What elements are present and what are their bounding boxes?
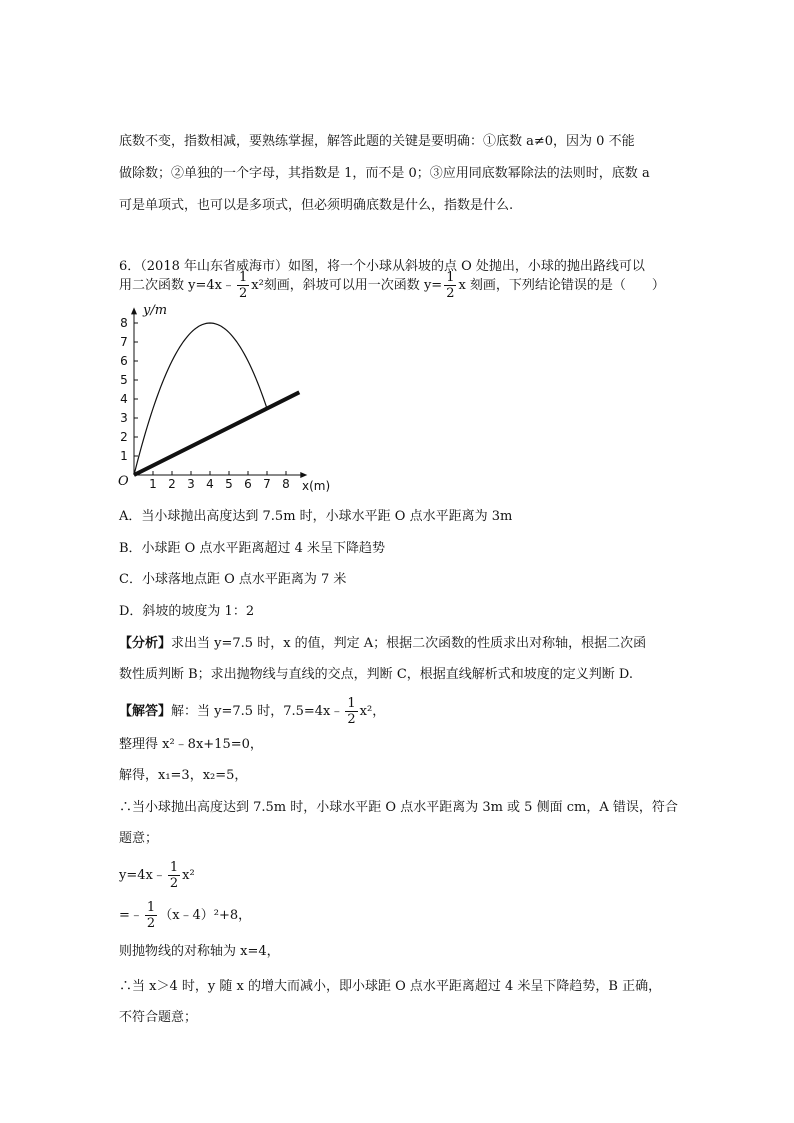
solution-line-1 [119,696,385,727]
ticks [120,316,290,491]
x-axis-label: x(m) [302,479,331,493]
y-tick-label: 1 [120,449,128,463]
solution-line-2: 整理得 x²﹣8x+15=0， [119,737,263,752]
origin-label: O [118,474,129,489]
x-tick-label: 1 [149,477,157,491]
solution-text-7a: =﹣ [119,908,143,923]
question-text-c: x 刻画，下列结论错误的是（ ） [458,278,665,293]
fraction [168,860,180,891]
solution-tag: 【解答】 [119,704,172,719]
question-text-a: 用二次函数 y=4x﹣ [119,278,235,293]
fraction [145,900,157,931]
x-tick-label: 7 [263,477,271,491]
fraction-numerator: 1 [238,270,248,285]
solution-line-4: ∴当小球抛出高度达到 7.5m 时，小球水平距 O 点水平距离为 3m 或 5 侧面 cm，A 错误，符合 [119,800,678,815]
fraction-numerator: 1 [146,900,156,915]
y-axis-label: y/m [143,303,168,318]
projectile-graph [112,300,332,500]
analysis-text-1: 求出当 y=7.5 时，x 的值，判定 A；根据二次函数的性质求出对称轴，根据二次函 [171,636,647,651]
prev-line-2: 做除数；②单独的一个字母，其指数是 1，而不是 0；③应用同底数幂除法的法则时，底数 a [119,166,650,181]
fraction-denominator: 2 [347,712,356,727]
fraction-denominator: 2 [238,286,248,301]
question-line-2 [119,270,665,301]
y-tick-label: 5 [120,373,128,387]
solution-line-8: 则抛物线的对称轴为 x=4， [119,944,280,959]
fraction-numerator: 1 [446,270,455,285]
solution-text-1a: 解：当 y=7.5 时，7.5=4x﹣ [171,704,344,719]
prev-line-3: 可是单项式，也可以是多项式，但必须明确底数是什么，指数是什么. [119,198,514,213]
solution-line-3: 解得，x₁=3，x₂=5， [119,768,248,783]
y-tick-label: 8 [120,316,128,330]
analysis-line-1 [119,635,646,653]
y-tick-label: 2 [120,430,128,444]
fraction-denominator: 2 [146,916,156,931]
option-c[interactable]: C．小球落地点距 O 点水平距离为 7 米 [119,572,347,587]
parabola-curve [134,323,267,475]
option-d[interactable]: D．斜坡的坡度为 1：2 [119,604,255,619]
fraction-numerator: 1 [169,860,179,875]
y-tick-label: 3 [120,411,128,425]
y-tick-label: 6 [120,354,128,368]
fraction-denominator: 2 [446,286,455,301]
y-axis-arrow [131,307,137,314]
fraction-numerator: 1 [347,696,356,711]
solution-text-1b: x²， [359,704,386,719]
solution-text-7b: （x﹣4）²+8， [159,908,252,923]
solution-line-7 [119,900,251,931]
fraction [237,270,249,301]
solution-text-6a: y=4x﹣ [119,868,166,883]
y-tick-label: 7 [120,335,128,349]
analysis-line-2: 数性质判断 B；求出抛物线与直线的交点，判断 C，根据直线解析式和坡度的定义判断 D. [119,667,633,682]
curves [134,323,299,475]
solution-line-6 [119,860,195,891]
x-tick-label: 8 [282,477,290,491]
question-text-b: x²刻画，斜坡可以用一次函数 y= [251,278,443,293]
x-tick-label: 6 [244,477,252,491]
question-line-1: 6．（2018 年山东省威海市）如图，将一个小球从斜坡的点 O 处抛出，小球的抛出路线可以 [119,259,645,274]
solution-line-10: 不符合题意； [119,1010,198,1025]
x-axis-arrow [300,472,307,478]
slope-line [134,392,299,475]
prev-line-1: 底数不变，指数相减，要熟练掌握，解答此题的关键是要明确：①底数 a≠0，因为 0 不能 [119,134,635,149]
fraction [345,696,357,727]
solution-text-6b: x² [182,868,195,883]
solution-line-9: ∴当 x＞4 时，y 随 x 的增大而减小，即小球距 O 点水平距离超过 4 米呈下降趋势，B 正确， [119,979,662,994]
solution-line-5: 题意； [119,831,159,846]
option-b[interactable]: B．小球距 O 点水平距离超过 4 米呈下降趋势 [119,541,386,556]
x-tick-label: 2 [168,477,176,491]
x-tick-label: 5 [225,477,233,491]
x-tick-label: 3 [187,477,195,491]
fraction [444,270,456,301]
option-a[interactable]: A．当小球抛出高度达到 7.5m 时，小球水平距 O 点水平距离为 3m [119,509,513,524]
fraction-denominator: 2 [169,876,179,891]
analysis-tag: 【分析】 [119,636,172,651]
axes [131,307,307,478]
x-tick-label: 4 [206,477,214,491]
y-tick-label: 4 [120,392,128,406]
